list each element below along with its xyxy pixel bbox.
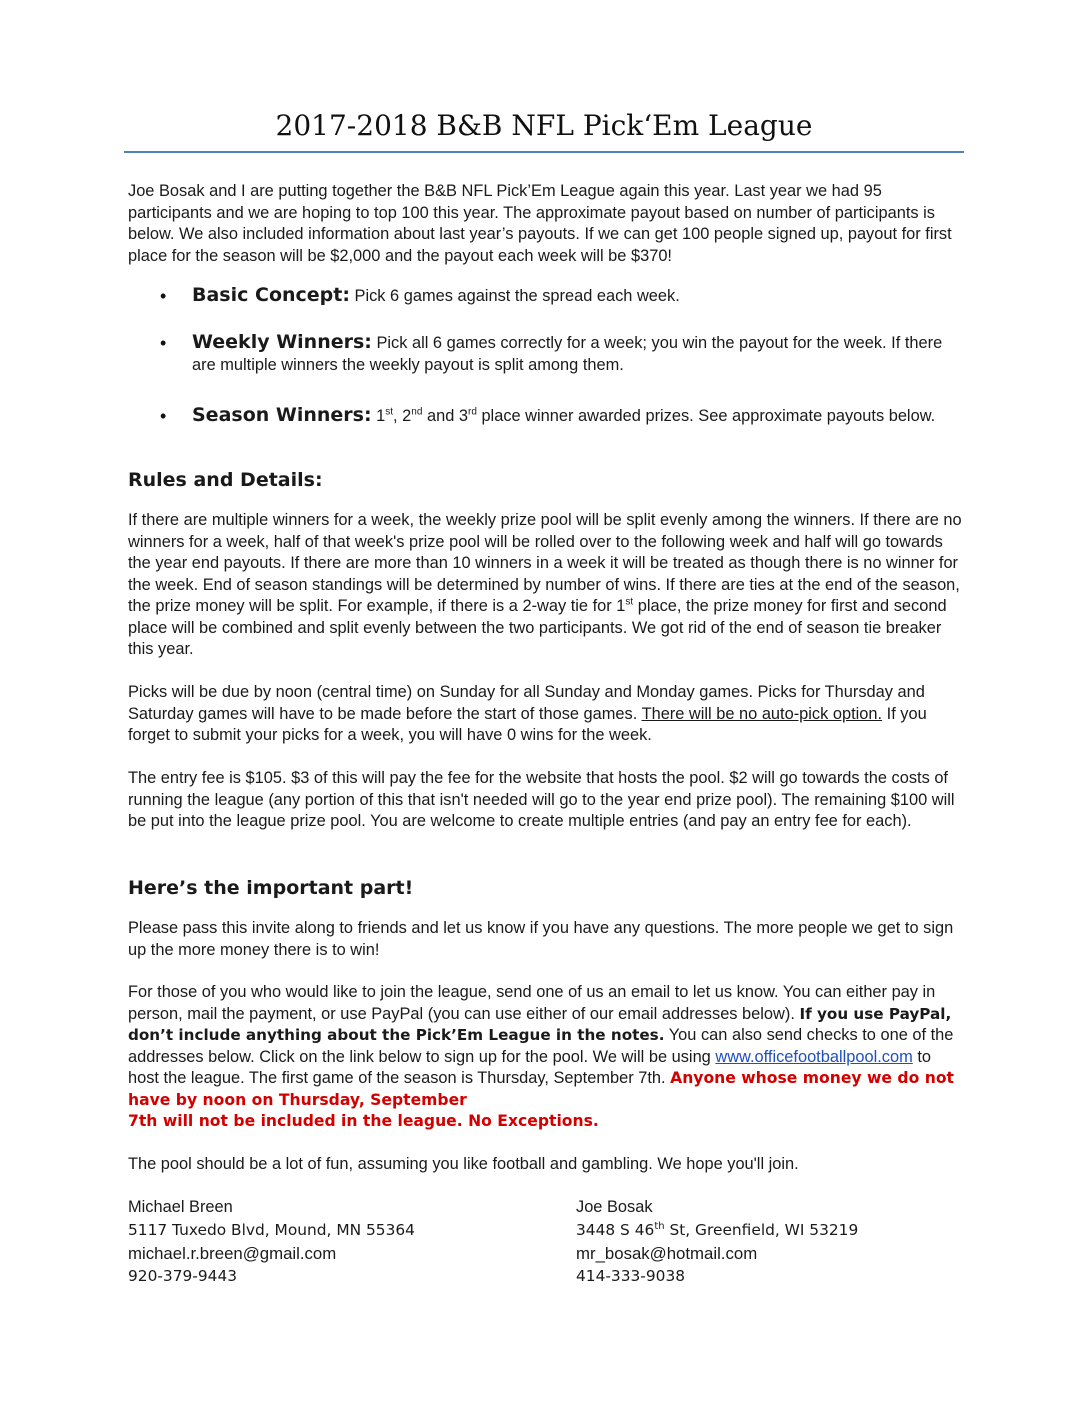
bullet-season-winners — [192, 404, 962, 427]
contact-michael-breen — [128, 1196, 528, 1288]
intro-paragraph: Joe Bosak and I are putting together the B&B NFL Pick’Em League again this year. Last year we had 95 participants and we are hoping to top 100 this year. The approximate payout based on number of participants is below. We also included information about last year’s payouts. If we can get 100 people signed up, payout for first place for the season will be $2,000 and the payout each week will be $370! — [128, 182, 952, 265]
important-paragraph-3: The pool should be a lot of fun, assuming you like football and gambling. We hope you'll join. — [128, 1155, 799, 1173]
season-first: 1 — [371, 407, 386, 425]
important-paragraph-2 — [128, 982, 964, 1133]
address-sup: th — [654, 1220, 665, 1232]
paypal-notes-warning: If you use PayPal, don’t include anything about the Pick’Em League in the notes. — [128, 1004, 952, 1044]
bullet-basic-concept — [192, 284, 962, 307]
rules-paragraph-2 — [128, 682, 964, 747]
rules-p1-text: If there are multiple winners for a week, the weekly prize pool will be split evenly among the winners. If there are no winners for a week, half of that week's prize pool will be rolled over to the following week and half will go towards the year end payouts. If there are more than 10 winners in a week it will be treated as though there is no winner for the week. End of season standings will be determined by number of wins. If there are ties at the end of the season, the prize money will be split. For example, if there is a 2-way tie for 1 — [128, 511, 962, 615]
officefootballpool-link[interactable]: www.officefootballpool.com — [715, 1047, 913, 1066]
important-p2-text: For those of you who would like to join the league, send one of us an email to let us know. You can either pay in person, mail the payment, or use PayPal (you can use either of our email addresses below). — [128, 983, 936, 1023]
contact-email: michael.r.breen@gmail.com — [128, 1244, 337, 1263]
rules-paragraph-1 — [128, 510, 964, 661]
deadline-warning-line-1: Anyone whose money we do not have by noon on Thursday, September — [128, 1069, 955, 1109]
bullet-dot-icon: • — [160, 286, 167, 306]
address-part: 3448 S 46 — [576, 1221, 655, 1239]
document-title: 2017-2018 B&B NFL Pick‘Em League — [275, 109, 813, 142]
rules-p2-text: Picks will be due by noon (central time) on Sunday for all Sunday and Monday games. Picks for Thursday and Saturday games will have to be made before the start of those games. — [128, 683, 925, 723]
contact-phone: 920-379-9443 — [128, 1267, 238, 1285]
rules-p1-text-end: place, the prize money for first and second place will be combined and split evenly between the two participants. We got rid of the end of season tie breaker this year. — [128, 597, 947, 658]
season-second-sup: nd — [411, 406, 423, 418]
rules-p2-text-end: If you forget to submit your picks for a week, you will have 0 wins for the week. — [128, 704, 927, 744]
bullet-weekly-winners — [192, 331, 962, 376]
contact-address — [576, 1219, 976, 1242]
bullet-weekly-text: Pick all 6 games correctly for a week; you win the payout for the week. If there are multiple winners the weekly payout is split among them. — [192, 334, 943, 374]
contact-address: 5117 Tuxedo Blvd, Mound, MN 55364 — [128, 1221, 415, 1239]
season-third: and 3 — [422, 407, 468, 425]
bullet-basic-heading: Basic Concept: — [192, 284, 350, 306]
rules-paragraph-3: The entry fee is $105. $3 of this will pay the fee for the website that hosts the pool. $2 will go towards the costs of running the league (any portion of this that isn't needed will go to the year end prize pool). The remaining $100 will be put into the league prize pool. You are welcome to create multiple entries (and pay an entry fee for each). — [128, 769, 955, 830]
contact-name: Joe Bosak — [576, 1198, 653, 1216]
title-underline-rule — [124, 151, 964, 153]
season-second: , 2 — [393, 407, 412, 425]
bullet-dot-icon: • — [160, 333, 167, 353]
bullet-basic-text: Pick 6 games against the spread each week. — [349, 287, 680, 305]
contact-joe-bosak — [576, 1196, 976, 1288]
address-part-end: St, Greenfield, WI 53219 — [664, 1221, 859, 1239]
bullet-season-heading: Season Winners: — [192, 404, 372, 426]
important-p2-text-end: to host the league. The first game of the season is Thursday, September 7th. — [128, 1047, 931, 1087]
bullet-weekly-heading: Weekly Winners: — [192, 331, 372, 353]
important-heading: Here’s the important part! — [128, 877, 414, 899]
contact-phone: 414-333-9038 — [576, 1267, 686, 1285]
season-first-sup: st — [385, 406, 394, 418]
important-p2-text-mid: You can also send checks to one of the addresses below. Click on the link below to sign up for the pool. We will be using — [128, 1026, 954, 1066]
deadline-warning-line-2: 7th will not be included in the league. No Exceptions. — [128, 1112, 599, 1130]
contact-email: mr_bosak@hotmail.com — [576, 1244, 758, 1263]
rules-heading: Rules and Details: — [128, 469, 323, 491]
important-paragraph-1: Please pass this invite along to friends and let us know if you have any questions. The more people we get to sign up the more money there is to win! — [128, 919, 954, 959]
contact-name: Michael Breen — [128, 1198, 233, 1216]
season-text: place winner awarded prizes. See approximate payouts below. — [476, 407, 936, 425]
bullet-dot-icon: • — [160, 406, 167, 426]
no-auto-pick-notice: There will be no auto-pick option. — [641, 704, 883, 723]
rules-p1-sup: st — [625, 596, 634, 608]
season-third-sup: rd — [467, 406, 477, 418]
